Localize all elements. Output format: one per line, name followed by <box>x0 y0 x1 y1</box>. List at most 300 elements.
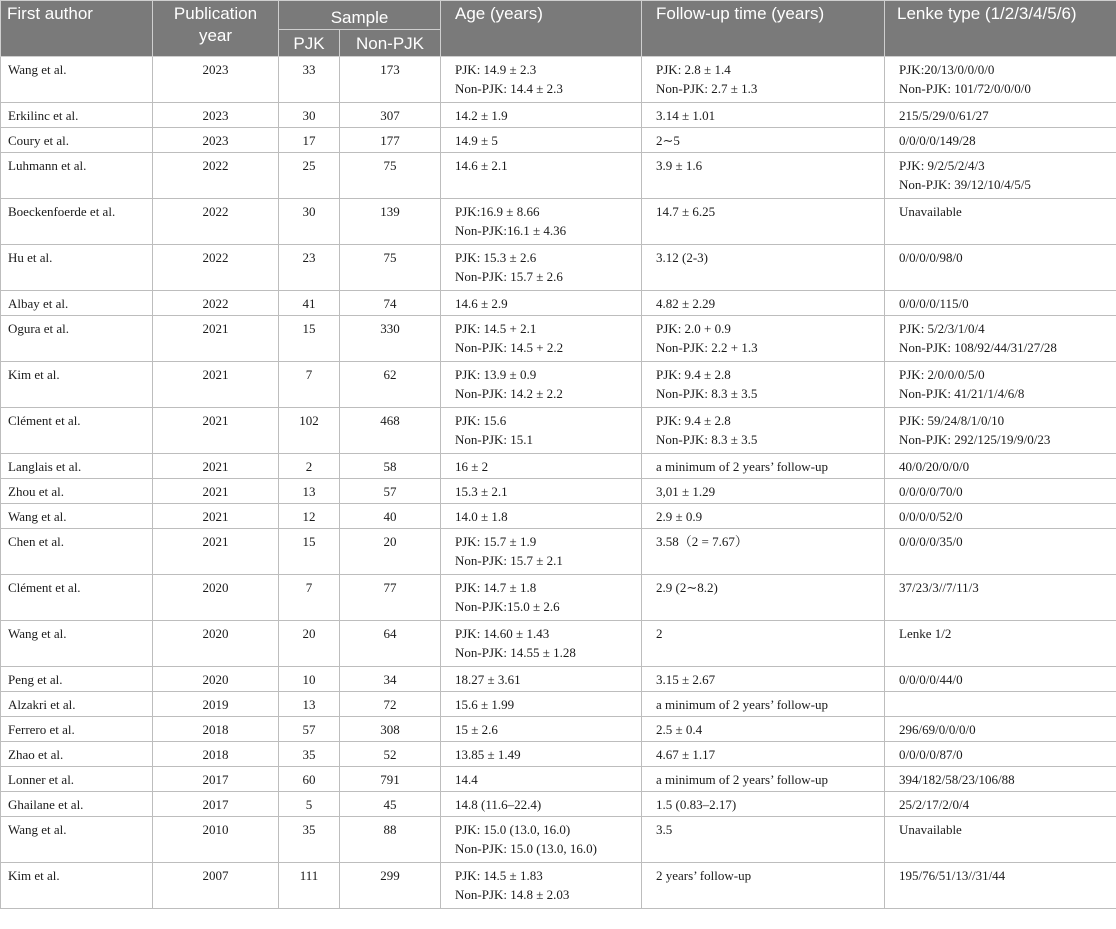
cell-first-author <box>1 199 153 245</box>
header-non-pjk: Non-PJK <box>340 30 441 57</box>
cell-first-author <box>1 128 153 153</box>
cell-follow-up <box>642 479 885 504</box>
cell-age <box>441 742 642 767</box>
cell-follow-up <box>642 362 885 408</box>
cell-pjk-count-text: 17 <box>302 133 316 148</box>
table-row <box>1 362 1116 408</box>
cell-publication-year-text: 2021 <box>202 321 229 336</box>
cell-follow-up <box>642 245 885 291</box>
cell-first-author <box>1 245 153 291</box>
cell-non-pjk-count-text: 307 <box>380 108 400 123</box>
cell-pjk-count-text: 15 <box>302 534 316 549</box>
cell-first-author <box>1 667 153 692</box>
cell-age-text: 14.9 ± 5 <box>455 133 498 148</box>
cell-publication-year-text: 2020 <box>202 580 229 595</box>
cell-lenke-type <box>885 863 1116 909</box>
cell-age-text: PJK: 15.3 ± 2.6 <box>455 250 537 265</box>
cell-publication-year <box>153 767 279 792</box>
cell-first-author <box>1 817 153 863</box>
cell-pjk-count-text: 41 <box>302 296 316 311</box>
cell-lenke-type <box>885 717 1116 742</box>
cell-non-pjk-count-text: 72 <box>383 697 397 712</box>
cell-age-text: PJK: 14.60 ± 1.43 <box>455 626 550 641</box>
cell-first-author <box>1 316 153 362</box>
cell-publication-year <box>153 454 279 479</box>
cell-follow-up-text: 3,01 ± 1.29 <box>656 484 716 499</box>
cell-lenke-type-text: 37/23/3//7/11/3 <box>899 580 979 595</box>
cell-age-text: Non-PJK: 15.7 ± 2.6 <box>455 269 563 284</box>
cell-pjk-count <box>279 717 340 742</box>
table-row <box>1 199 1116 245</box>
cell-first-author <box>1 362 153 408</box>
cell-non-pjk-count-text: 64 <box>383 626 397 641</box>
cell-age-text: 14.4 <box>455 772 478 787</box>
cell-age-text: Non-PJK:15.0 ± 2.6 <box>455 599 560 614</box>
cell-follow-up-text: 3.58（2 = 7.67） <box>656 534 748 549</box>
cell-non-pjk-count <box>340 57 441 103</box>
cell-pjk-count-text: 23 <box>302 250 316 265</box>
table-row <box>1 742 1116 767</box>
cell-pjk-count <box>279 667 340 692</box>
cell-pjk-count <box>279 479 340 504</box>
table-row <box>1 504 1116 529</box>
cell-pjk-count-text: 57 <box>302 722 316 737</box>
cell-follow-up <box>642 742 885 767</box>
cell-age-text: Non-PJK: 15.7 ± 2.1 <box>455 553 563 568</box>
cell-follow-up-text: PJK: 9.4 ± 2.8 <box>656 367 731 382</box>
cell-first-author <box>1 792 153 817</box>
cell-follow-up <box>642 792 885 817</box>
cell-first-author <box>1 863 153 909</box>
cell-non-pjk-count <box>340 128 441 153</box>
cell-age <box>441 362 642 408</box>
cell-first-author-text: Chen et al. <box>8 534 64 549</box>
cell-age <box>441 128 642 153</box>
cell-publication-year <box>153 692 279 717</box>
cell-age <box>441 817 642 863</box>
cell-non-pjk-count <box>340 692 441 717</box>
cell-non-pjk-count-text: 20 <box>383 534 397 549</box>
cell-publication-year-text: 2020 <box>202 672 229 687</box>
cell-lenke-type-text: PJK:20/13/0/0/0/0 <box>899 62 995 77</box>
table-row <box>1 408 1116 454</box>
cell-follow-up <box>642 504 885 529</box>
cell-follow-up <box>642 316 885 362</box>
cell-age <box>441 667 642 692</box>
cell-publication-year <box>153 362 279 408</box>
cell-non-pjk-count-text: 308 <box>380 722 400 737</box>
cell-publication-year <box>153 792 279 817</box>
cell-first-author-text: Zhou et al. <box>8 484 64 499</box>
cell-pjk-count <box>279 692 340 717</box>
cell-publication-year-text: 2023 <box>202 108 229 123</box>
cell-non-pjk-count-text: 299 <box>380 868 400 883</box>
table-row <box>1 153 1116 199</box>
cell-publication-year-text: 2017 <box>202 772 229 787</box>
cell-pjk-count <box>279 575 340 621</box>
cell-first-author <box>1 575 153 621</box>
cell-age <box>441 863 642 909</box>
cell-follow-up <box>642 863 885 909</box>
cell-age <box>441 692 642 717</box>
cell-lenke-type-text: Non-PJK: 108/92/44/31/27/28 <box>899 340 1057 355</box>
cell-first-author-text: Kim et al. <box>8 367 60 382</box>
cell-pjk-count <box>279 316 340 362</box>
cell-lenke-type-text: Non-PJK: 39/12/10/4/5/5 <box>899 177 1031 192</box>
cell-publication-year-text: 2022 <box>202 250 229 265</box>
cell-lenke-type-text: 215/5/29/0/61/27 <box>899 108 989 123</box>
cell-follow-up-text: a minimum of 2 years’ follow-up <box>656 772 828 787</box>
cell-first-author-text: Coury et al. <box>8 133 70 148</box>
cell-lenke-type <box>885 767 1116 792</box>
cell-publication-year <box>153 529 279 575</box>
cell-non-pjk-count-text: 330 <box>380 321 400 336</box>
cell-pjk-count-text: 7 <box>305 580 313 595</box>
cell-non-pjk-count <box>340 667 441 692</box>
cell-first-author-text: Alzakri et al. <box>8 697 76 712</box>
cell-non-pjk-count <box>340 479 441 504</box>
cell-age-text: Non-PJK: 14.5 + 2.2 <box>455 340 564 355</box>
cell-pjk-count-text: 5 <box>305 797 313 812</box>
cell-age-text: PJK: 15.6 <box>455 413 507 428</box>
cell-pjk-count-text: 12 <box>302 509 316 524</box>
cell-pjk-count <box>279 504 340 529</box>
cell-follow-up <box>642 408 885 454</box>
cell-first-author-text: Boeckenfoerde et al. <box>8 204 116 219</box>
cell-lenke-type-text: 0/0/0/0/87/0 <box>899 747 963 762</box>
cell-age-text: PJK: 15.7 ± 1.9 <box>455 534 537 549</box>
cell-publication-year <box>153 479 279 504</box>
cell-age-text: Non-PJK: 15.0 (13.0, 16.0) <box>455 841 597 856</box>
cell-age <box>441 717 642 742</box>
cell-lenke-type <box>885 199 1116 245</box>
cell-follow-up-text: 4.67 ± 1.17 <box>656 747 716 762</box>
table-row <box>1 863 1116 909</box>
cell-first-author-text: Kim et al. <box>8 868 60 883</box>
cell-pjk-count-text: 111 <box>299 868 319 883</box>
cell-follow-up-text: 3.15 ± 2.67 <box>656 672 716 687</box>
cell-non-pjk-count <box>340 291 441 316</box>
cell-publication-year-text: 2018 <box>202 722 229 737</box>
cell-lenke-type <box>885 575 1116 621</box>
table-row <box>1 817 1116 863</box>
cell-age-text: Non-PJK: 15.1 <box>455 432 534 447</box>
cell-first-author-text: Clément et al. <box>8 413 81 428</box>
cell-publication-year-text: 2021 <box>202 367 229 382</box>
cell-follow-up-text: Non-PJK: 8.3 ± 3.5 <box>656 386 758 401</box>
cell-age <box>441 529 642 575</box>
table-row <box>1 454 1116 479</box>
cell-non-pjk-count-text: 791 <box>380 772 400 787</box>
cell-age-text: 18.27 ± 3.61 <box>455 672 521 687</box>
cell-lenke-type <box>885 57 1116 103</box>
cell-publication-year-text: 2021 <box>202 534 229 549</box>
cell-non-pjk-count <box>340 863 441 909</box>
cell-first-author-text: Wang et al. <box>8 626 67 641</box>
cell-age <box>441 316 642 362</box>
cell-age-text: Non-PJK: 14.2 ± 2.2 <box>455 386 563 401</box>
cell-follow-up <box>642 291 885 316</box>
cell-pjk-count-text: 13 <box>302 484 316 499</box>
cell-lenke-type <box>885 529 1116 575</box>
cell-follow-up <box>642 199 885 245</box>
cell-lenke-type <box>885 245 1116 291</box>
cell-non-pjk-count-text: 34 <box>383 672 397 687</box>
cell-pjk-count <box>279 621 340 667</box>
cell-non-pjk-count <box>340 742 441 767</box>
cell-first-author <box>1 291 153 316</box>
cell-follow-up-text: a minimum of 2 years’ follow-up <box>656 459 828 474</box>
cell-first-author-text: Wang et al. <box>8 822 67 837</box>
cell-publication-year <box>153 621 279 667</box>
cell-age-text: PJK: 14.7 ± 1.8 <box>455 580 537 595</box>
cell-non-pjk-count <box>340 792 441 817</box>
cell-age <box>441 291 642 316</box>
cell-lenke-type-text: 0/0/0/0/149/28 <box>899 133 976 148</box>
cell-publication-year-text: 2021 <box>202 413 229 428</box>
cell-first-author-text: Luhmann et al. <box>8 158 87 173</box>
cell-pjk-count-text: 30 <box>302 204 316 219</box>
cell-publication-year-text: 2022 <box>202 204 229 219</box>
cell-age <box>441 479 642 504</box>
cell-non-pjk-count-text: 88 <box>383 822 397 837</box>
cell-publication-year-text: 2010 <box>202 822 229 837</box>
table-row <box>1 57 1116 103</box>
header-publication-year: Publication year <box>153 1 279 57</box>
cell-publication-year <box>153 817 279 863</box>
table-row <box>1 103 1116 128</box>
cell-follow-up-text: 2 years’ follow-up <box>656 868 752 883</box>
cell-first-author-text: Ogura et al. <box>8 321 70 336</box>
cell-publication-year-text: 2021 <box>202 509 229 524</box>
cell-publication-year <box>153 504 279 529</box>
cell-non-pjk-count-text: 74 <box>383 296 397 311</box>
cell-lenke-type-text: 40/0/20/0/0/0 <box>899 459 970 474</box>
cell-pjk-count-text: 20 <box>302 626 316 641</box>
cell-publication-year <box>153 153 279 199</box>
cell-first-author <box>1 767 153 792</box>
cell-age-text: PJK: 14.5 + 2.1 <box>455 321 537 336</box>
cell-non-pjk-count <box>340 767 441 792</box>
cell-publication-year <box>153 717 279 742</box>
cell-non-pjk-count-text: 173 <box>380 62 400 77</box>
cell-lenke-type <box>885 479 1116 504</box>
cell-publication-year-text: 2022 <box>202 296 229 311</box>
cell-non-pjk-count <box>340 454 441 479</box>
cell-non-pjk-count-text: 57 <box>383 484 397 499</box>
cell-lenke-type <box>885 692 1116 717</box>
cell-lenke-type-text: 0/0/0/0/44/0 <box>899 672 963 687</box>
cell-follow-up <box>642 717 885 742</box>
cell-non-pjk-count-text: 177 <box>380 133 400 148</box>
cell-age-text: 16 ± 2 <box>455 459 489 474</box>
cell-follow-up-text: PJK: 2.8 ± 1.4 <box>656 62 731 77</box>
cell-age-text: PJK: 14.9 ± 2.3 <box>455 62 537 77</box>
cell-lenke-type-text: Non-PJK: 41/21/1/4/6/8 <box>899 386 1025 401</box>
cell-follow-up-text: PJK: 2.0 + 0.9 <box>656 321 731 336</box>
cell-lenke-type-text: 0/0/0/0/70/0 <box>899 484 963 499</box>
cell-first-author-text: Ghailane et al. <box>8 797 84 812</box>
cell-follow-up-text: 14.7 ± 6.25 <box>656 204 716 219</box>
cell-follow-up <box>642 667 885 692</box>
cell-lenke-type-text: 0/0/0/0/115/0 <box>899 296 969 311</box>
cell-non-pjk-count <box>340 504 441 529</box>
cell-pjk-count-text: 10 <box>302 672 316 687</box>
cell-lenke-type-text: 0/0/0/0/52/0 <box>899 509 963 524</box>
cell-pjk-count <box>279 291 340 316</box>
cell-lenke-type-text: Unavailable <box>899 822 962 837</box>
cell-first-author-text: Ferrero et al. <box>8 722 75 737</box>
cell-age-text: Non-PJK: 14.4 ± 2.3 <box>455 81 563 96</box>
cell-publication-year-text: 2023 <box>202 62 229 77</box>
cell-pjk-count <box>279 742 340 767</box>
cell-follow-up-text: 3.9 ± 1.6 <box>656 158 703 173</box>
cell-lenke-type <box>885 128 1116 153</box>
cell-age <box>441 103 642 128</box>
cell-first-author-text: Albay et al. <box>8 296 69 311</box>
cell-age-text: Non-PJK: 14.55 ± 1.28 <box>455 645 576 660</box>
cell-pjk-count <box>279 863 340 909</box>
cell-follow-up <box>642 692 885 717</box>
table-row <box>1 717 1116 742</box>
cell-publication-year <box>153 128 279 153</box>
cell-non-pjk-count-text: 40 <box>383 509 397 524</box>
cell-follow-up <box>642 621 885 667</box>
cell-publication-year <box>153 199 279 245</box>
cell-first-author <box>1 529 153 575</box>
cell-follow-up <box>642 57 885 103</box>
header-age: Age (years) <box>441 1 642 57</box>
cell-lenke-type-text: Non-PJK: 292/125/19/9/0/23 <box>899 432 1051 447</box>
cell-publication-year <box>153 316 279 362</box>
cell-first-author <box>1 621 153 667</box>
cell-non-pjk-count <box>340 621 441 667</box>
cell-publication-year-text: 2018 <box>202 747 229 762</box>
cell-publication-year <box>153 245 279 291</box>
cell-pjk-count <box>279 153 340 199</box>
cell-lenke-type <box>885 153 1116 199</box>
cell-lenke-type <box>885 792 1116 817</box>
cell-publication-year-text: 2019 <box>202 697 229 712</box>
cell-lenke-type-text: PJK: 5/2/3/1/0/4 <box>899 321 985 336</box>
cell-follow-up-text: Non-PJK: 2.7 ± 1.3 <box>656 81 758 96</box>
cell-first-author-text: Hu et al. <box>8 250 53 265</box>
cell-follow-up <box>642 103 885 128</box>
cell-follow-up-text: 3.12 (2-3) <box>656 250 709 265</box>
table-row <box>1 621 1116 667</box>
cell-follow-up-text: 3.5 <box>656 822 673 837</box>
cell-pjk-count <box>279 362 340 408</box>
table-row <box>1 479 1116 504</box>
cell-lenke-type <box>885 454 1116 479</box>
cell-publication-year <box>153 57 279 103</box>
cell-pjk-count-text: 35 <box>302 822 316 837</box>
cell-age <box>441 504 642 529</box>
cell-age <box>441 621 642 667</box>
cell-age-text: 14.2 ± 1.9 <box>455 108 508 123</box>
cell-lenke-type <box>885 408 1116 454</box>
cell-lenke-type <box>885 362 1116 408</box>
cell-non-pjk-count <box>340 529 441 575</box>
cell-age-text: 15 ± 2.6 <box>455 722 498 737</box>
cell-non-pjk-count-text: 58 <box>383 459 397 474</box>
cell-follow-up <box>642 128 885 153</box>
cell-publication-year-text: 2007 <box>202 868 229 883</box>
cell-first-author <box>1 153 153 199</box>
cell-lenke-type <box>885 291 1116 316</box>
cell-lenke-type-text: 25/2/17/2/0/4 <box>899 797 970 812</box>
cell-follow-up <box>642 767 885 792</box>
cell-non-pjk-count <box>340 575 441 621</box>
table-body <box>1 57 1116 909</box>
cell-lenke-type <box>885 817 1116 863</box>
header-pjk: PJK <box>279 30 340 57</box>
cell-publication-year <box>153 291 279 316</box>
cell-first-author <box>1 742 153 767</box>
cell-pjk-count-text: 7 <box>305 367 313 382</box>
cell-follow-up-text: PJK: 9.4 ± 2.8 <box>656 413 731 428</box>
cell-first-author <box>1 103 153 128</box>
cell-publication-year-text: 2021 <box>202 484 229 499</box>
header-sample: Sample <box>279 1 441 30</box>
cell-pjk-count <box>279 57 340 103</box>
cell-pjk-count-text: 30 <box>302 108 316 123</box>
cell-pjk-count <box>279 103 340 128</box>
cell-lenke-type-text: 394/182/58/23/106/88 <box>899 772 1015 787</box>
cell-first-author-text: Wang et al. <box>8 62 67 77</box>
cell-lenke-type-text: Non-PJK: 101/72/0/0/0/0 <box>899 81 1031 96</box>
cell-pjk-count <box>279 792 340 817</box>
cell-publication-year-text: 2022 <box>202 158 229 173</box>
cell-follow-up-text: 2∼5 <box>656 133 680 148</box>
table-row <box>1 291 1116 316</box>
cell-age <box>441 199 642 245</box>
cell-publication-year <box>153 667 279 692</box>
cell-lenke-type-text: 0/0/0/0/35/0 <box>899 534 963 549</box>
cell-publication-year <box>153 863 279 909</box>
cell-first-author-text: Wang et al. <box>8 509 67 524</box>
cell-pjk-count-text: 25 <box>302 158 316 173</box>
cell-non-pjk-count <box>340 316 441 362</box>
cell-follow-up-text: 3.14 ± 1.01 <box>656 108 716 123</box>
cell-follow-up-text: a minimum of 2 years’ follow-up <box>656 697 828 712</box>
cell-lenke-type <box>885 742 1116 767</box>
cell-pjk-count <box>279 245 340 291</box>
cell-age <box>441 153 642 199</box>
cell-first-author <box>1 479 153 504</box>
cell-age <box>441 454 642 479</box>
cell-first-author <box>1 692 153 717</box>
cell-age <box>441 767 642 792</box>
header-lenke-type: Lenke type (1/2/3/4/5/6) <box>885 1 1116 57</box>
cell-age <box>441 57 642 103</box>
cell-non-pjk-count-text: 75 <box>383 158 397 173</box>
cell-first-author-text: Langlais et al. <box>8 459 82 474</box>
header-follow-up: Follow-up time (years) <box>642 1 885 57</box>
cell-lenke-type <box>885 316 1116 362</box>
cell-first-author <box>1 57 153 103</box>
cell-lenke-type-text: Unavailable <box>899 204 962 219</box>
table-row <box>1 245 1116 291</box>
cell-non-pjk-count <box>340 103 441 128</box>
cell-non-pjk-count-text: 468 <box>380 413 400 428</box>
cell-follow-up-text: Non-PJK: 2.2 + 1.3 <box>656 340 758 355</box>
cell-pjk-count-text: 15 <box>302 321 316 336</box>
cell-lenke-type <box>885 621 1116 667</box>
cell-age <box>441 575 642 621</box>
cell-age <box>441 408 642 454</box>
cell-lenke-type-text: 296/69/0/0/0/0 <box>899 722 976 737</box>
